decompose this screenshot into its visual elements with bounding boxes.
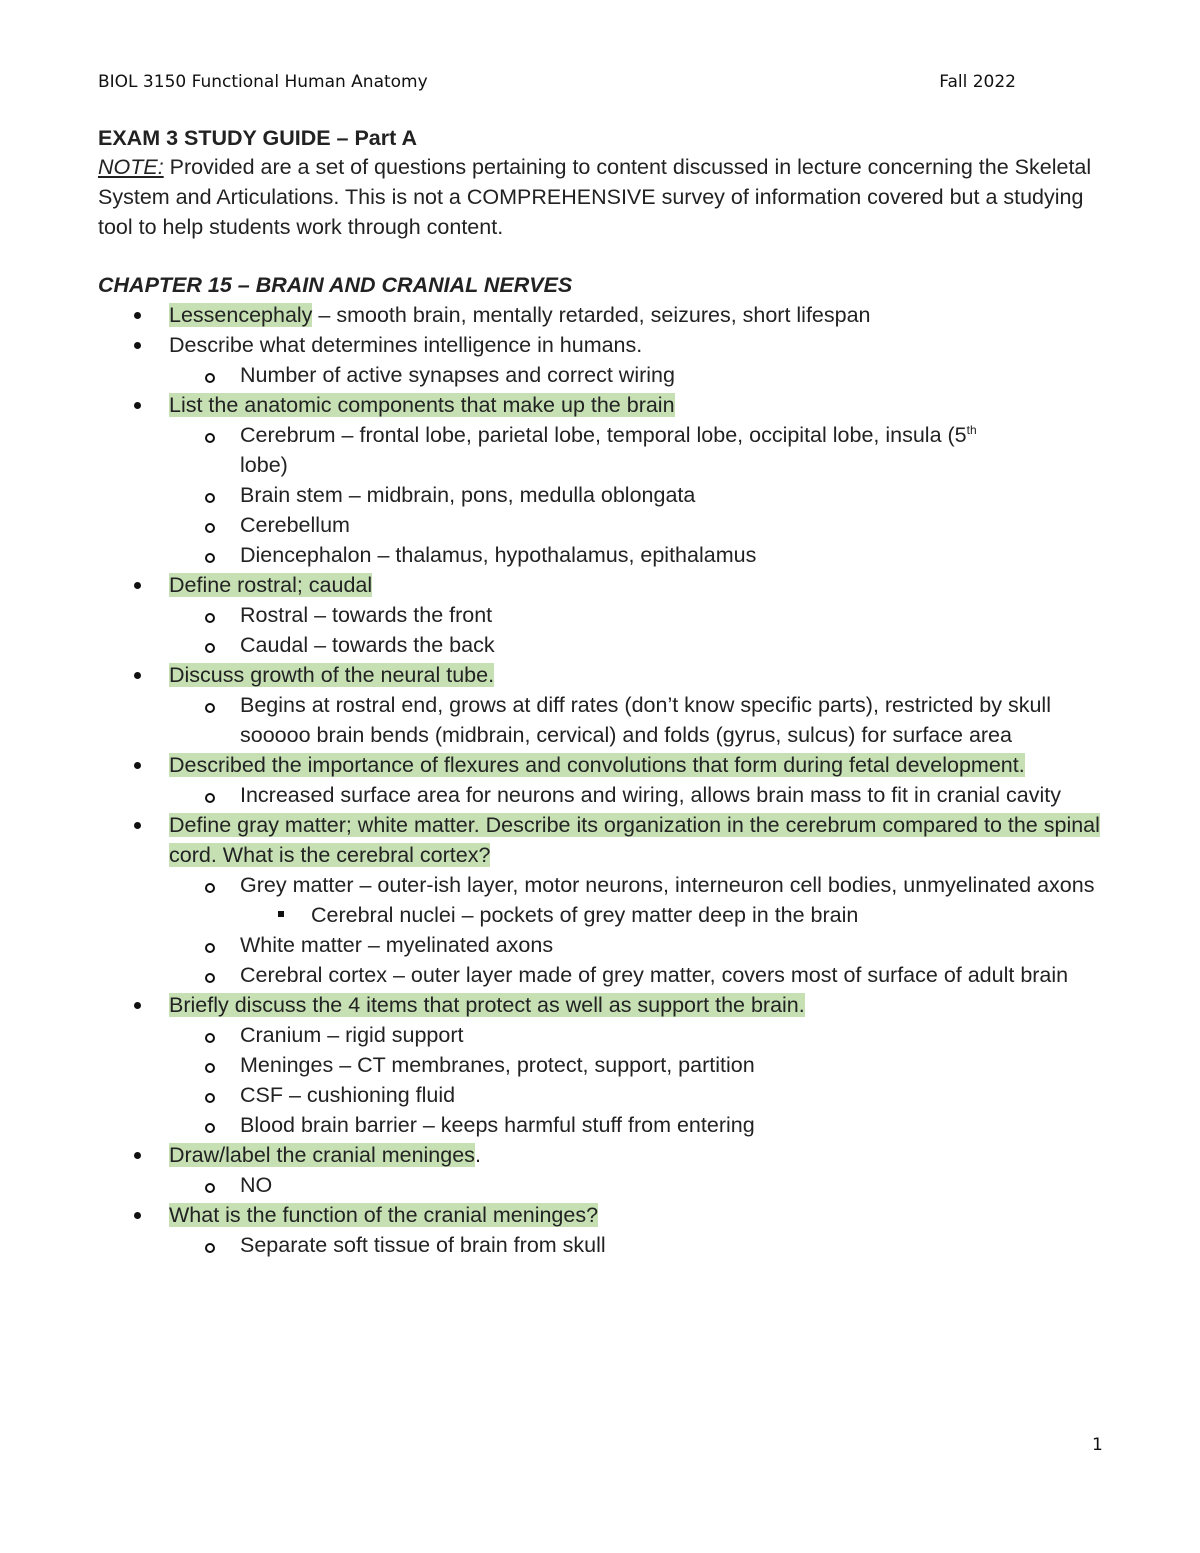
highlighted-text: Define gray matter; white matter. Describe its organization in the cerebrum compared to the spinal cord. What is the cerebral cortex?	[169, 813, 1100, 867]
list-item	[98, 390, 1108, 570]
sub-list	[169, 1020, 1108, 1140]
note-paragraph	[98, 152, 1108, 242]
list-item	[98, 660, 1108, 750]
sub-item: White matter – myelinated axons	[169, 930, 1108, 960]
highlighted-text: Define rostral; caudal	[169, 573, 373, 597]
sub-item: Number of active synapses and correct wiring	[169, 360, 1108, 390]
course-title: BIOL 3150 Functional Human Anatomy	[98, 72, 428, 92]
sub-item-text: Cerebrum – frontal lobe, parietal lobe, temporal lobe, occipital lobe, insula (5	[240, 423, 967, 447]
sub-item: Cerebellum	[169, 510, 1108, 540]
sub-sub-item: Cerebral nuclei – pockets of grey matter deep in the brain	[240, 900, 1108, 930]
chapter-heading: CHAPTER 15 – BRAIN AND CRANIAL NERVES	[98, 273, 573, 297]
highlighted-text: Discuss growth of the neural tube.	[169, 663, 495, 687]
page-number: 1	[1092, 1435, 1103, 1455]
sub-item: Meninges – CT membranes, protect, support, partition	[169, 1050, 1108, 1080]
sub-list	[169, 420, 1108, 570]
term-label: Fall 2022	[939, 72, 1016, 92]
list-item	[98, 750, 1108, 810]
note-label: NOTE:	[98, 155, 164, 179]
list-item	[98, 330, 1108, 390]
sub-item: Increased surface area for neurons and wiring, allows brain mass to fit in cranial cavity	[169, 780, 1108, 810]
item-text: .	[474, 1143, 481, 1167]
sub-sub-list	[240, 900, 1108, 930]
sub-item	[169, 420, 1108, 480]
page-title: EXAM 3 STUDY GUIDE – Part A	[98, 126, 417, 150]
sub-item	[169, 870, 1108, 930]
list-item	[98, 1140, 1108, 1200]
highlighted-text: Briefly discuss the 4 items that protect as well as support the brain.	[169, 993, 805, 1017]
sub-item: Separate soft tissue of brain from skull	[169, 1230, 1108, 1260]
document-body	[98, 124, 1108, 1260]
sub-item: Brain stem – midbrain, pons, medulla oblongata	[169, 480, 1108, 510]
sub-item: Begins at rostral end, grows at diff rates (don’t know specific parts), restricted by skull sooooo brain bends (midbrain, cervical) and folds (gyrus, sulcus) for surface area	[169, 690, 1108, 750]
sub-list	[169, 1230, 1108, 1260]
sub-list	[169, 690, 1108, 750]
item-text: Describe what determines intelligence in humans.	[169, 333, 643, 357]
highlighted-text: Lessencephaly	[169, 303, 313, 327]
sub-list	[169, 360, 1108, 390]
sub-list	[169, 780, 1108, 810]
sub-item: Cerebral cortex – outer layer made of grey matter, covers most of surface of adult brain	[169, 960, 1108, 990]
sub-item: Cranium – rigid support	[169, 1020, 1108, 1050]
sub-item: NO	[169, 1170, 1108, 1200]
item-text: – smooth brain, mentally retarded, seizures, short lifespan	[312, 303, 871, 327]
sub-item-text: Grey matter – outer-ish layer, motor neurons, interneuron cell bodies, unmyelinated axons	[240, 873, 1095, 897]
highlighted-text: What is the function of the cranial meninges?	[169, 1203, 599, 1227]
list-item	[98, 570, 1108, 660]
sub-item: Caudal – towards the back	[169, 630, 1108, 660]
list-item	[98, 300, 1108, 330]
note-text: Provided are a set of questions pertaining to content discussed in lecture concerning the Skeletal System and Articulations. This is not a COMPREHENSIVE survey of information covered but a studying tool to help students work through content.	[98, 155, 1092, 239]
highlighted-text: Draw/label the cranial meninges	[169, 1143, 475, 1167]
superscript: th	[966, 422, 977, 437]
sub-item: Diencephalon – thalamus, hypothalamus, epithalamus	[169, 540, 1108, 570]
list-item	[98, 990, 1108, 1140]
question-list	[98, 300, 1108, 1260]
sub-list	[169, 870, 1108, 990]
sub-item: Blood brain barrier – keeps harmful stuff from entering	[169, 1110, 1108, 1140]
list-item	[98, 810, 1108, 990]
sub-item-text-cont: lobe)	[240, 453, 288, 477]
sub-list	[169, 1170, 1108, 1200]
sub-list	[169, 600, 1108, 660]
highlighted-text: Described the importance of flexures and convolutions that form during fetal development.	[169, 753, 1025, 777]
highlighted-text: List the anatomic components that make up the brain	[169, 393, 675, 417]
sub-item: Rostral – towards the front	[169, 600, 1108, 630]
sub-item: CSF – cushioning fluid	[169, 1080, 1108, 1110]
list-item	[98, 1200, 1108, 1260]
